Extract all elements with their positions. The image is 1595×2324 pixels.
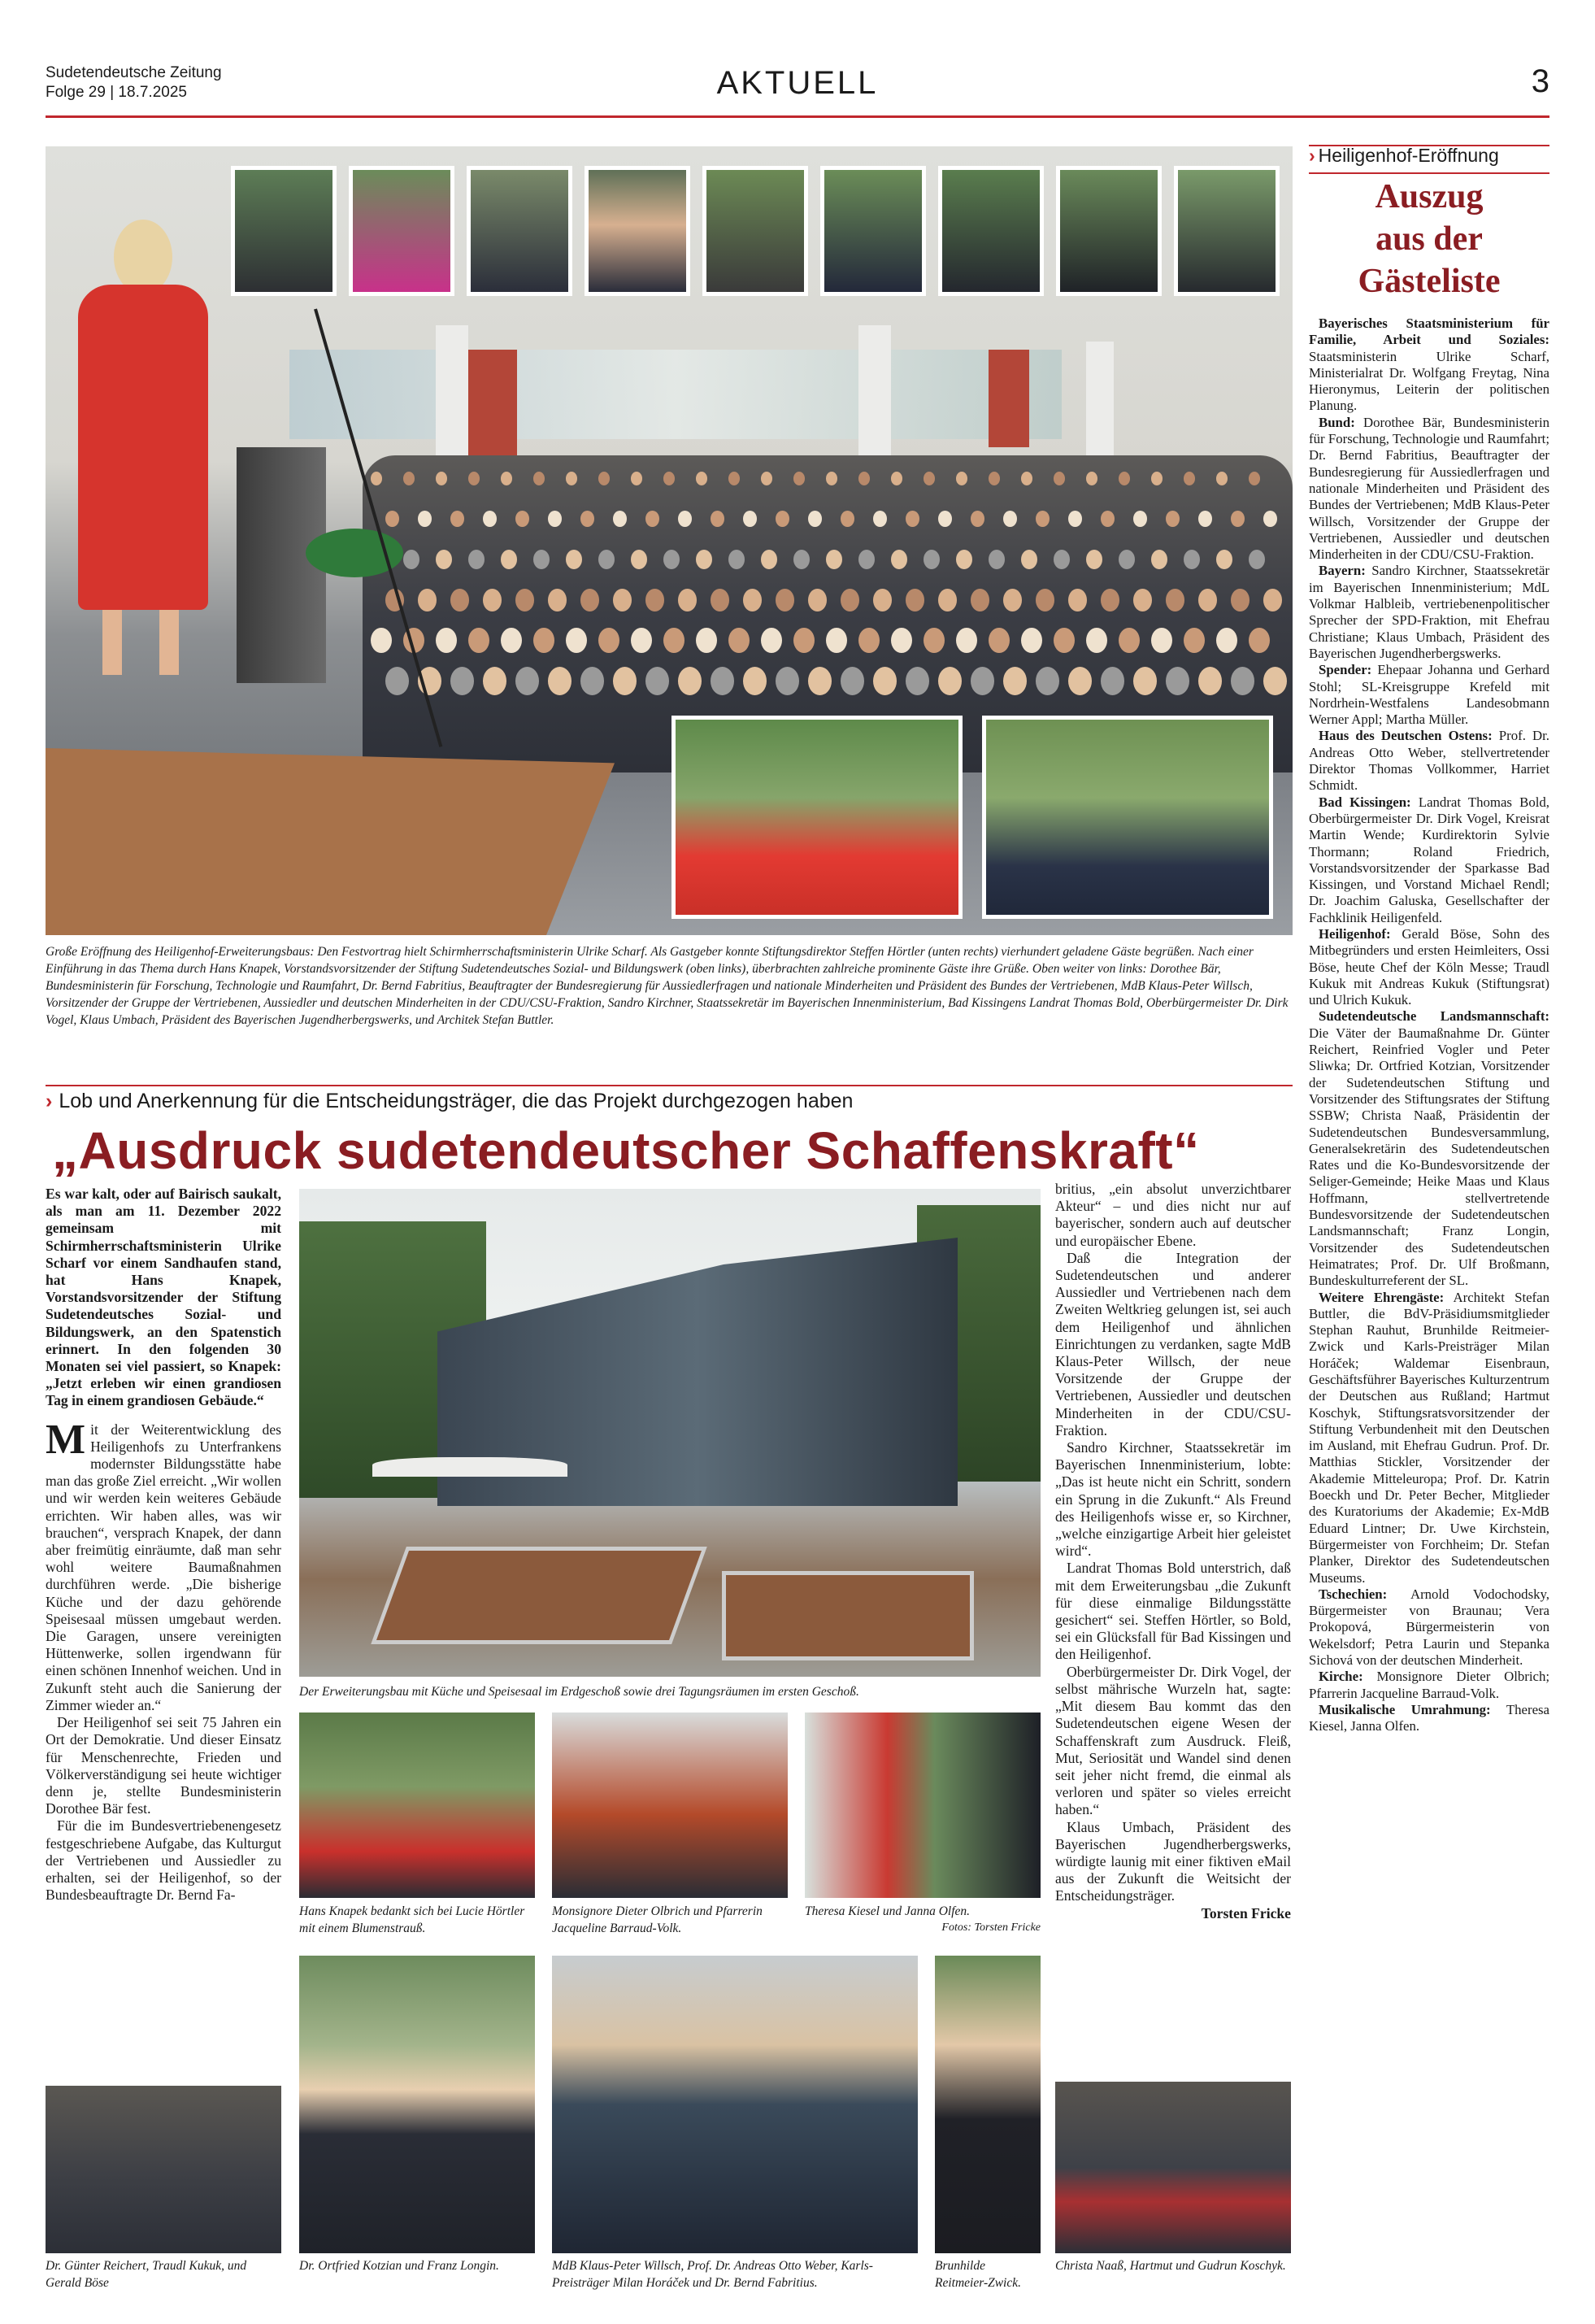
audience-head [696,472,707,485]
audience-head [678,511,692,527]
portrait-umbach [1056,166,1162,296]
guest-list [1309,316,1549,1735]
audience-head [533,628,554,653]
audience-head [971,511,984,527]
col1-p3: Für die im Bundesvertriebenengesetz festgeschriebene Aufgabe, das Kulturgut der Vertriebenen und Aussiedler zu erhalten, sei der Heiligenhof, so der Bundesbeauftragte Dr. Bernd Fa- [46,1817,281,1904]
guest-entry [1309,926,1549,1008]
audience-head [1133,589,1152,611]
audience-head [1086,628,1107,653]
audience-head [580,511,594,527]
guest-entry-text: Gerald Böse, Sohn des Mitbegründers und ersten Heimleiters, Ossi Böse, heute Chef der Köln Messe; Traudl Kukuk mit Andreas Kukuk (Stiftungsrat) und Ulrich Kukuk. [1309,925,1549,1008]
audience-head [1166,589,1184,611]
audience-head [1198,511,1212,527]
audience-head [515,589,534,611]
photo-olbrich [552,1713,788,1898]
audience-head [873,589,892,611]
audience-head [776,589,794,611]
col1-p2: Der Heiligenhof sei seit 75 Jahren ein Ort der Demokratie. Und dieser Einsatz für Menschenrechte, Frieden und Völkerverständigung sei heute wichtiger denn je, stellte Bundesministerin Dorothee Bär fest. [46,1714,281,1817]
sidebar-title-line-2: aus der [1376,220,1483,258]
portrait-willsch [585,166,690,296]
audience-head [743,589,762,611]
audience-head [1119,628,1140,653]
guest-entry-text: Die Väter der Baumaßnahme Dr. Günter Reichert, Reinfried Vogler und Peter Sliwka; Dr. Ortfried Kotzian, Vorsitzender der Sudetendeutschen Stiftung und Vorsitzender des Stiftungsrates der Stiftung SSBW; Christa Naaß, Präsidentin der Sudetendeutschen Bundesversammlung, Generalsekretärin des Sudetendeutschen Rates und die Ko-Bundesvorsitzende der Seliger-Gemeinde; Heike Maas und Klaus Hoffmann, stellvertretende Bundesvorsitzende der Sudetendeutschen Landsmannschaft; Franz Longin, Vorsitzender des Sudetendeutschen Heimatrates; Prof. Dr. Ulf Broßmann, Bundeskulturreferent der SL. [1309,1025,1549,1289]
col3-p3: Sandro Kirchner, Staatssekretär im Bayerischen Innenministerium, lobte: „Das ist heute nicht ein Schritt, sondern ein Sprung in die Zukunft.“ Als Freund des Heiligenhofs wisse er, so Kirchner, „welche einzigartige Arbeit hier geleistet wird“. [1055,1439,1291,1560]
guest-entry [1309,1008,1549,1289]
audience-head [696,550,712,569]
guest-entry-label: Sudetendeutsche Landsmannschaft: [1319,1008,1549,1025]
audience-head [1216,550,1232,569]
audience-head [533,472,545,485]
audience-head [580,667,604,695]
audience-head [873,667,897,695]
audience-head [1249,472,1260,485]
audience-head [841,589,859,611]
audience-head [418,511,432,527]
kicker-rule [46,1085,1293,1086]
audience-head [1231,589,1249,611]
audience-head [385,511,399,527]
audience-head [450,667,474,695]
audience-head [663,550,680,569]
audience-head [515,667,539,695]
photo-zwick [935,1956,1041,2253]
audience-head [1166,667,1189,695]
audience-head [548,511,562,527]
portrait-buttler [1174,166,1280,296]
building-caption: Der Erweiterungsbau mit Küche und Speisesaal im Erdgeschoß sowie drei Tagungsräumen im ersten Geschoß. [299,1685,859,1699]
audience-head [1216,472,1228,485]
col3-p5: Oberbürgermeister Dr. Dirk Vogel, der selbst mährische Wurzeln hat, sagte: „Mit diesem Bau kommt das den Sudetendeutschen eigene Wesen der Schaffenskraft zum Ausdruck. Fleiß, Mut, Seriosität und Wandel sind denen seit jeher nicht fremd, die einmal als verloren und später so vieles erreicht haben.“ [1055,1663,1291,1818]
portrait-vogel [938,166,1044,296]
sidebar-title-line-3: Gästeliste [1358,263,1501,300]
audience-head [906,667,929,695]
audience-head [1184,472,1195,485]
caption-willsch: MdB Klaus-Peter Willsch, Prof. Dr. Andreas Otto Weber, Karls-Preisträger Milan Horáček und Dr. Bernd Fabritius. [552,2259,873,2290]
audience-head [728,550,745,569]
guest-entry-text: Sandro Kirchner, Staatssekretär im Bayerischen Innenministerium; MdL Volkmar Halbleib, vertriebenenpolitischer Sprecher der SPD-Fraktion, mit Ehefrau Christiane; Klaus Umbach, Präsident des Bayerischen Jugendherbergswerks. [1309,563,1549,661]
audience-head [403,550,419,569]
audience-head [501,628,522,653]
audience-head [743,667,767,695]
audience-head [956,628,977,653]
guest-entry-text: Architekt Stefan Buttler, die BdV-Präsidiumsmitglieder Stephan Rauhut, Brunhilde Reitmeier-Zwick und Karls-Preisträger Milan Horáček; Waldemar Eisenbraun, Geschäftsführer Bayerisches Kulturzentrum der Deutschen aus Rußland; Hartmut Koschyk, Stiftungsratsvorsitzender der Stiftung Verbundenheit mit den Deutschen im Ausland, mit Ehefrau Gudrun. Prof. Dr. Matthias Stickler, Vorsitzender der Akademie Mitteleuropa; Prof. Dr. Katrin Boeckh und Dr. Peter Becher, Mitglieder des Kuratoriums der Akademie; Ex-MdB Eduard Lintner; Dr. Uwe Kirchstein, Bürgermeister von Forchheim; Dr. Stefan Planker, Direktor des Sudetendeutschen Museums. [1309,1289,1549,1586]
audience-head [1068,511,1082,527]
audience-head [1068,589,1087,611]
guest-entry [1309,316,1549,415]
article-kicker: › Lob und Anerkennung für die Entscheidungsträger, die das Projekt durchgezogen haben [46,1090,854,1112]
audience-head [483,589,502,611]
guest-entry-text: Monsignore Dieter Olbrich; Pfarrerin Jacqueline Barraud-Volk. [1309,1669,1549,1701]
caption-reichert: Dr. Günter Reichert, Traudl Kukuk, und Gerald Böse [46,2259,247,2290]
audience-head [566,628,587,653]
sidebar-kicker: › Heiligenhof-Eröffnung [1309,145,1499,166]
col3-p1: britius, „ein absolut unverzichtbarer Akteur“ – und dies nicht nur auf bayerischer, sondern auch auf deutscher und europäischer Ebene. [1055,1181,1291,1249]
audience-head [1054,550,1070,569]
photo-music [805,1713,1041,1898]
caption-zwick: Brunhilde Reitmeier-Zwick. [935,2259,1022,2290]
photo-willsch-group [552,1956,918,2253]
audience-head [1054,472,1065,485]
audience-head [841,667,864,695]
audience-head [728,472,740,485]
audience-head [858,472,870,485]
audience-head [858,628,880,653]
audience-head [891,628,912,653]
audience-head [468,472,480,485]
article-lead: Es war kalt, oder auf Bairisch saukalt, als man am 11. Dezember 2022 gemeinsam mit Schirmherrschaftsministerin Ulrike Scharf vor einem Sandhaufen stand, hat Hans Knapek, Vorstandsvorsitzender der Stiftung Sudetendeutsches Sozial- und Bildungswerk, an den Spatenstich erinnert. In den folgenden 30 Monaten sei viel passiert, so Knapek: „Jetzt erleben wir einen grandiosen Tag in einem grandiosen Gebäude.“ [46,1186,281,1409]
audience-head [1003,667,1027,695]
audience-head [1166,511,1180,527]
audience-head [663,472,675,485]
page-number: 3 [1531,63,1549,99]
audience-head [1036,511,1050,527]
portrait-kirchner [702,166,808,296]
audience-head [808,667,832,695]
col1-p1: it der Weiterentwicklung des Heiligenhofs zu Unterfrankens modernster Bildungsstätte habe man das große Ziel erreicht. „Wir wollen und wir werden kein weiteres Gebäude errichten. Wir haben alles, was wir brauchen“, versprach Knapek, der dann aber freimütig einräumte, daß man sehr wohl weitere Baumaßnahmen durchführen werde. „Die bisherige Küche und der dazu gehörende Speisesaal müssen umgebaut werden. Die Garagen, unsere vereinigten Hüttenwerke, sollen irgendwann für einen schönen Innenhof weichen. Und in Zukunft steht auch die Sanierung der Zimmer wieder an.“ [46,1421,281,1713]
portrait-knapek [231,166,337,296]
portrait-scharf [671,716,963,919]
audience-head [1216,628,1237,653]
sidebar-title-line-1: Auszug [1375,178,1484,215]
guest-entry-text: Ehepaar Johanna und Gerhard Stohl; SL-Kreisgruppe Krefeld mit Nordrhein-Westfalens Landesobmann Werner Appl; Martha Müller. [1309,662,1549,728]
caption-olbrich: Monsignore Dieter Olbrich und Pfarrerin Jacqueline Barraud-Volk. [552,1904,763,1935]
audience-head [989,472,1000,485]
audience-head [1231,511,1245,527]
guest-entry [1309,415,1549,564]
audience-head [938,511,952,527]
audience-head [826,628,847,653]
audience-head [906,589,924,611]
audience-head [1036,589,1054,611]
audience-head [1068,667,1092,695]
audience-head [891,550,907,569]
article-col-1 [46,1186,281,1904]
audience-head [1021,550,1037,569]
article-headline: „Ausdruck sudetendeutscher Schaffenskraft“ [52,1121,1200,1180]
audience-head [645,667,669,695]
audience-head [468,550,485,569]
audience-head [631,472,642,485]
audience-head [924,628,945,653]
audience-head [663,628,685,653]
photo-credit: Fotos: Torsten Fricke [941,1921,1041,1934]
audience-head [580,589,599,611]
audience-head [436,472,447,485]
stage [46,748,615,935]
audience-head [1151,628,1172,653]
audience-head [515,511,529,527]
audience-head [678,589,697,611]
audience-head [761,628,782,653]
portrait-fabritius [467,166,572,296]
portrait-bold [820,166,926,296]
audience-head [418,589,437,611]
photo-reichert [46,2086,281,2253]
audience-head [891,472,902,485]
guest-entry-text: Prof. Dr. Andreas Otto Weber, stellvertretender Direktor Thomas Vollkommer, Harriet Schmidt. [1309,728,1550,794]
guest-entry-label: Spender: [1319,662,1372,678]
audience-head [371,472,382,485]
audience-head [1101,667,1124,695]
audience-head [711,511,724,527]
audience-head [841,511,854,527]
guest-entry [1309,563,1549,662]
sidebar-kicker-text: Heiligenhof-Eröffnung [1318,145,1499,166]
audience-head [956,472,967,485]
audience-head [631,550,647,569]
issue-info: Folge 29 | 18.7.2025 [46,84,187,101]
audience-head [483,667,506,695]
guest-entry-label: Bayerisches Staatsministerium für Familie, Arbeit und Soziales: [1309,316,1549,348]
section-title: AKTUELL [716,65,879,101]
caption-knapek: Hans Knapek bedankt sich bei Lucie Hörtler mit einem Blumenstrauß. [299,1904,525,1935]
audience-head [956,550,972,569]
audience-head [613,589,632,611]
guest-entry-text: Arnold Vodochodsky, Bürgermeister von Braunau; Vera Prokopová, Bürgermeisterin von Wekelsdorf; Petra Laurin und Stepanka Sichová von der deutschen Minderheit. [1309,1586,1549,1669]
audience-head [645,589,664,611]
audience-head [989,628,1010,653]
caption-music: Theresa Kiesel und Janna Olfen. [805,1904,971,1918]
audience-head [1133,667,1157,695]
audience-head [711,589,729,611]
audience-head [450,511,464,527]
audience-head [873,511,887,527]
audience-head [808,589,827,611]
audience-head [1101,589,1119,611]
col3-p6: Klaus Umbach, Präsident des Bayerischen Jugendherbergswerks, würdigte launig mit einer fiktiven eMail aus der Zukunft die Weitsicht der Entscheidungsträger. [1055,1818,1291,1904]
drop-cap: M [46,1416,86,1463]
audience-head [793,472,805,485]
audience-head [631,628,652,653]
audience-head [533,550,550,569]
audience-head [436,550,452,569]
audience-head [1036,667,1059,695]
caption-kotzian: Dr. Ortfried Kotzian und Franz Longin. [299,2259,499,2273]
guest-entry-label: Bad Kissingen: [1319,794,1411,810]
audience-head [858,550,875,569]
guest-entry-label: Musikalische Umrahmung: [1319,1701,1491,1717]
audience-head [989,550,1005,569]
hall-photo [46,146,1293,935]
audience-head [776,667,799,695]
audience-head [1184,628,1205,653]
audience-head [793,628,815,653]
audience-head [598,628,619,653]
audience-head [1119,550,1135,569]
audience-head [645,511,659,527]
audience-head [1133,511,1147,527]
audience-head [385,667,409,695]
sidebar-title [1309,176,1549,302]
audience-head [906,511,919,527]
audience-head [761,472,772,485]
guest-entry-label: Haus des Deutschen Ostens: [1319,728,1493,744]
speaker-figure [78,220,208,675]
guest-entry-text: Theresa Kiesel, Janna Olfen. [1309,1701,1550,1734]
audience-head [1151,472,1163,485]
guest-entry-label: Bayern: [1319,563,1366,579]
audience-head [1198,589,1217,611]
article-kicker-text: Lob und Anerkennung für die Entscheidungsträger, die das Projekt durchgezogen haben [59,1090,854,1112]
audience-head [598,472,610,485]
guest-entry [1309,794,1549,926]
top-photo-caption: Große Eröffnung des Heiligenhof-Erweiterungsbaus: Den Festvortrag hielt Schirmherrschaftsministerin Ulrike Scharf. Als Gastgeber konnte Stiftungsdirektor Steffen Hörtler (unten rechts) vierhundert geladene Gäste begrüßen. Nach einer Einführung in das Thema durch Hans Knapek, Vorstandsvorsitzender der Stiftung Sudetendeutsches Sozial- und Bildungswerk (oben links), überbrachten zahlreiche prominente Gäste ihre Grüße. Oben weiter von links: Dorothee Bär, Bundesministerin für Forschung, Technologie und Raumfahrt, Dr. Bernd Fabritius, Beauftragter der Bundesregierung für Aussiedlerfragen und nationale Minderheiten und Präsident des Bundes der Vertriebenen, MdB Klaus-Peter Willsch, Vorsitzender der Gruppe der Vertriebenen, Aussiedler und deutschen Minderheiten in der CDU/CSU-Fraktion, Sandro Kirchner, Staatssekretär im Bayerischen Innenministerium, Bad Kissingens Landrat Thomas Bold, Oberbürgermeister Dr. Dirk Vogel, Klaus Umbach, Präsident des Bayerischen Jugendherbergswerks, und Architek Stefan Buttler. [46,945,1289,1027]
audience-head [598,550,615,569]
audience-head [938,589,957,611]
guest-entry-text: Landrat Thomas Bold, Oberbürgermeister Dr. Dirk Vogel, Kreisrat Martin Wende; Kurdirektorin Sylvie Thormann; Roland Friedrich, Vorstandsvorsitzender der Sparkasse Bad Kissingen, und Vorstand Michael Rendl; Dr. Joachim Galuska, Gesellschafter der Fachklinik Heiligenfeld. [1309,794,1549,925]
guest-entry-label: Weitere Ehrengäste: [1319,1289,1445,1305]
photo-kotzian [299,1956,535,2253]
guest-entry [1309,1586,1549,1669]
audience-head [711,667,734,695]
audience-head [1263,667,1287,695]
audience-head [1184,550,1200,569]
audience-head [728,628,750,653]
audience-head [371,628,392,653]
article-col-3 [1055,1181,1291,1922]
photo-naass [1055,2082,1291,2253]
audience-head [1249,628,1270,653]
sidebar-kicker-rule [1309,172,1549,174]
audience-head [971,589,989,611]
audience-head [548,589,567,611]
audience-head [776,511,789,527]
audience-head [924,472,935,485]
audience-head [743,511,757,527]
audience-head [808,511,822,527]
audience-head [1151,550,1167,569]
audience-head [826,550,842,569]
audience-head [793,550,810,569]
audience-head [548,667,572,695]
paper-name: Sudetendeutsche Zeitung [46,64,222,81]
audience-head [613,511,627,527]
guest-entry [1309,1290,1549,1586]
audience-head [613,667,637,695]
audience-head [826,472,837,485]
audience-head [566,472,577,485]
guest-entry-text: Dorothee Bär, Bundesministerin für Forschung, Technologie und Raumfahrt; Dr. Bernd Fabritius, Beauftragter der Bundesregierung für Aussiedlerfragen und nationale Minderheiten und Präsident des Bundes der Vertriebenen; MdB Klaus-Peter Willsch, Vorsitzender der Gruppe der Vertriebenen, Aussiedler und deutschen Minderheiten in der CDU/CSU-Fraktion. [1309,414,1549,563]
audience-head [924,550,940,569]
audience-head [566,550,582,569]
guest-entry-label: Kirche: [1319,1669,1363,1685]
audience-head [1054,628,1075,653]
audience-head [501,550,517,569]
col3-p4: Landrat Thomas Bold unterstrich, daß mit dem Erweiterungsbau „die Zukunft für diese einmalige Bildungsstätte gesichert“ sei. Steffen Hörtler, so Bold, sei ein Glücksfall für Bad Kissingen und den Heiligenhof. [1055,1560,1291,1663]
guest-entry [1309,662,1549,728]
audience-head [436,628,457,653]
col3-p2: Daß die Integration der Sudetendeutschen und anderer Aussiedler und Vertriebenen nach dem Zweiten Weltkrieg gelungen ist, sei auch dem Heiligenhof und ähnlichen Einrichtungen zu verdanken, sagte MdB Klaus-Peter Willsch, der neue Vorsitzende der Gruppe der Vertriebenen, Aussiedler und deutschen Minderheiten in der CDU/CSU-Fraktion. [1055,1249,1291,1438]
guest-entry [1309,1669,1549,1702]
audience-head [403,472,415,485]
article-author: Torsten Fricke [1201,1904,1291,1921]
audience-head [483,511,497,527]
photo-knapek-hoertler [299,1713,535,1898]
header-rule [46,115,1549,118]
audience-head [678,667,702,695]
portrait-hoertler [982,716,1273,919]
audience-head [450,589,469,611]
audience-head [971,667,994,695]
audience-head [1101,511,1115,527]
audience-head [468,628,489,653]
audience-head [1003,511,1017,527]
guest-entry-text: Staatsministerin Ulrike Scharf, Ministerialrat Dr. Wolfgang Freytag, Nina Hieronymus, Leiterin der politischen Planung. [1309,348,1549,414]
building-photo [299,1189,1041,1677]
audience-head [1021,472,1032,485]
portrait-strip [231,166,1288,296]
guest-entry-label: Bund: [1319,414,1355,430]
audience-head [1263,589,1282,611]
audience-head [696,628,717,653]
audience-head [1119,472,1130,485]
audience-head [1249,550,1265,569]
audience-head [1003,589,1022,611]
guest-entry-label: Heiligenhof: [1319,925,1391,942]
audience-head [1021,628,1042,653]
portrait-baer [349,166,454,296]
audience-head [1198,667,1222,695]
guest-entry-label: Tschechien: [1319,1586,1388,1602]
guest-entry [1309,728,1549,794]
audience-head [1263,511,1277,527]
audience-head [501,472,512,485]
audience-head [938,667,962,695]
caption-naass: Christa Naaß, Hartmut und Gudrun Koschyk. [1055,2259,1286,2273]
audience-head [1231,667,1254,695]
audience-head [761,550,777,569]
audience-head [1086,550,1102,569]
guest-entry [1309,1702,1549,1735]
audience-head [1086,472,1097,485]
